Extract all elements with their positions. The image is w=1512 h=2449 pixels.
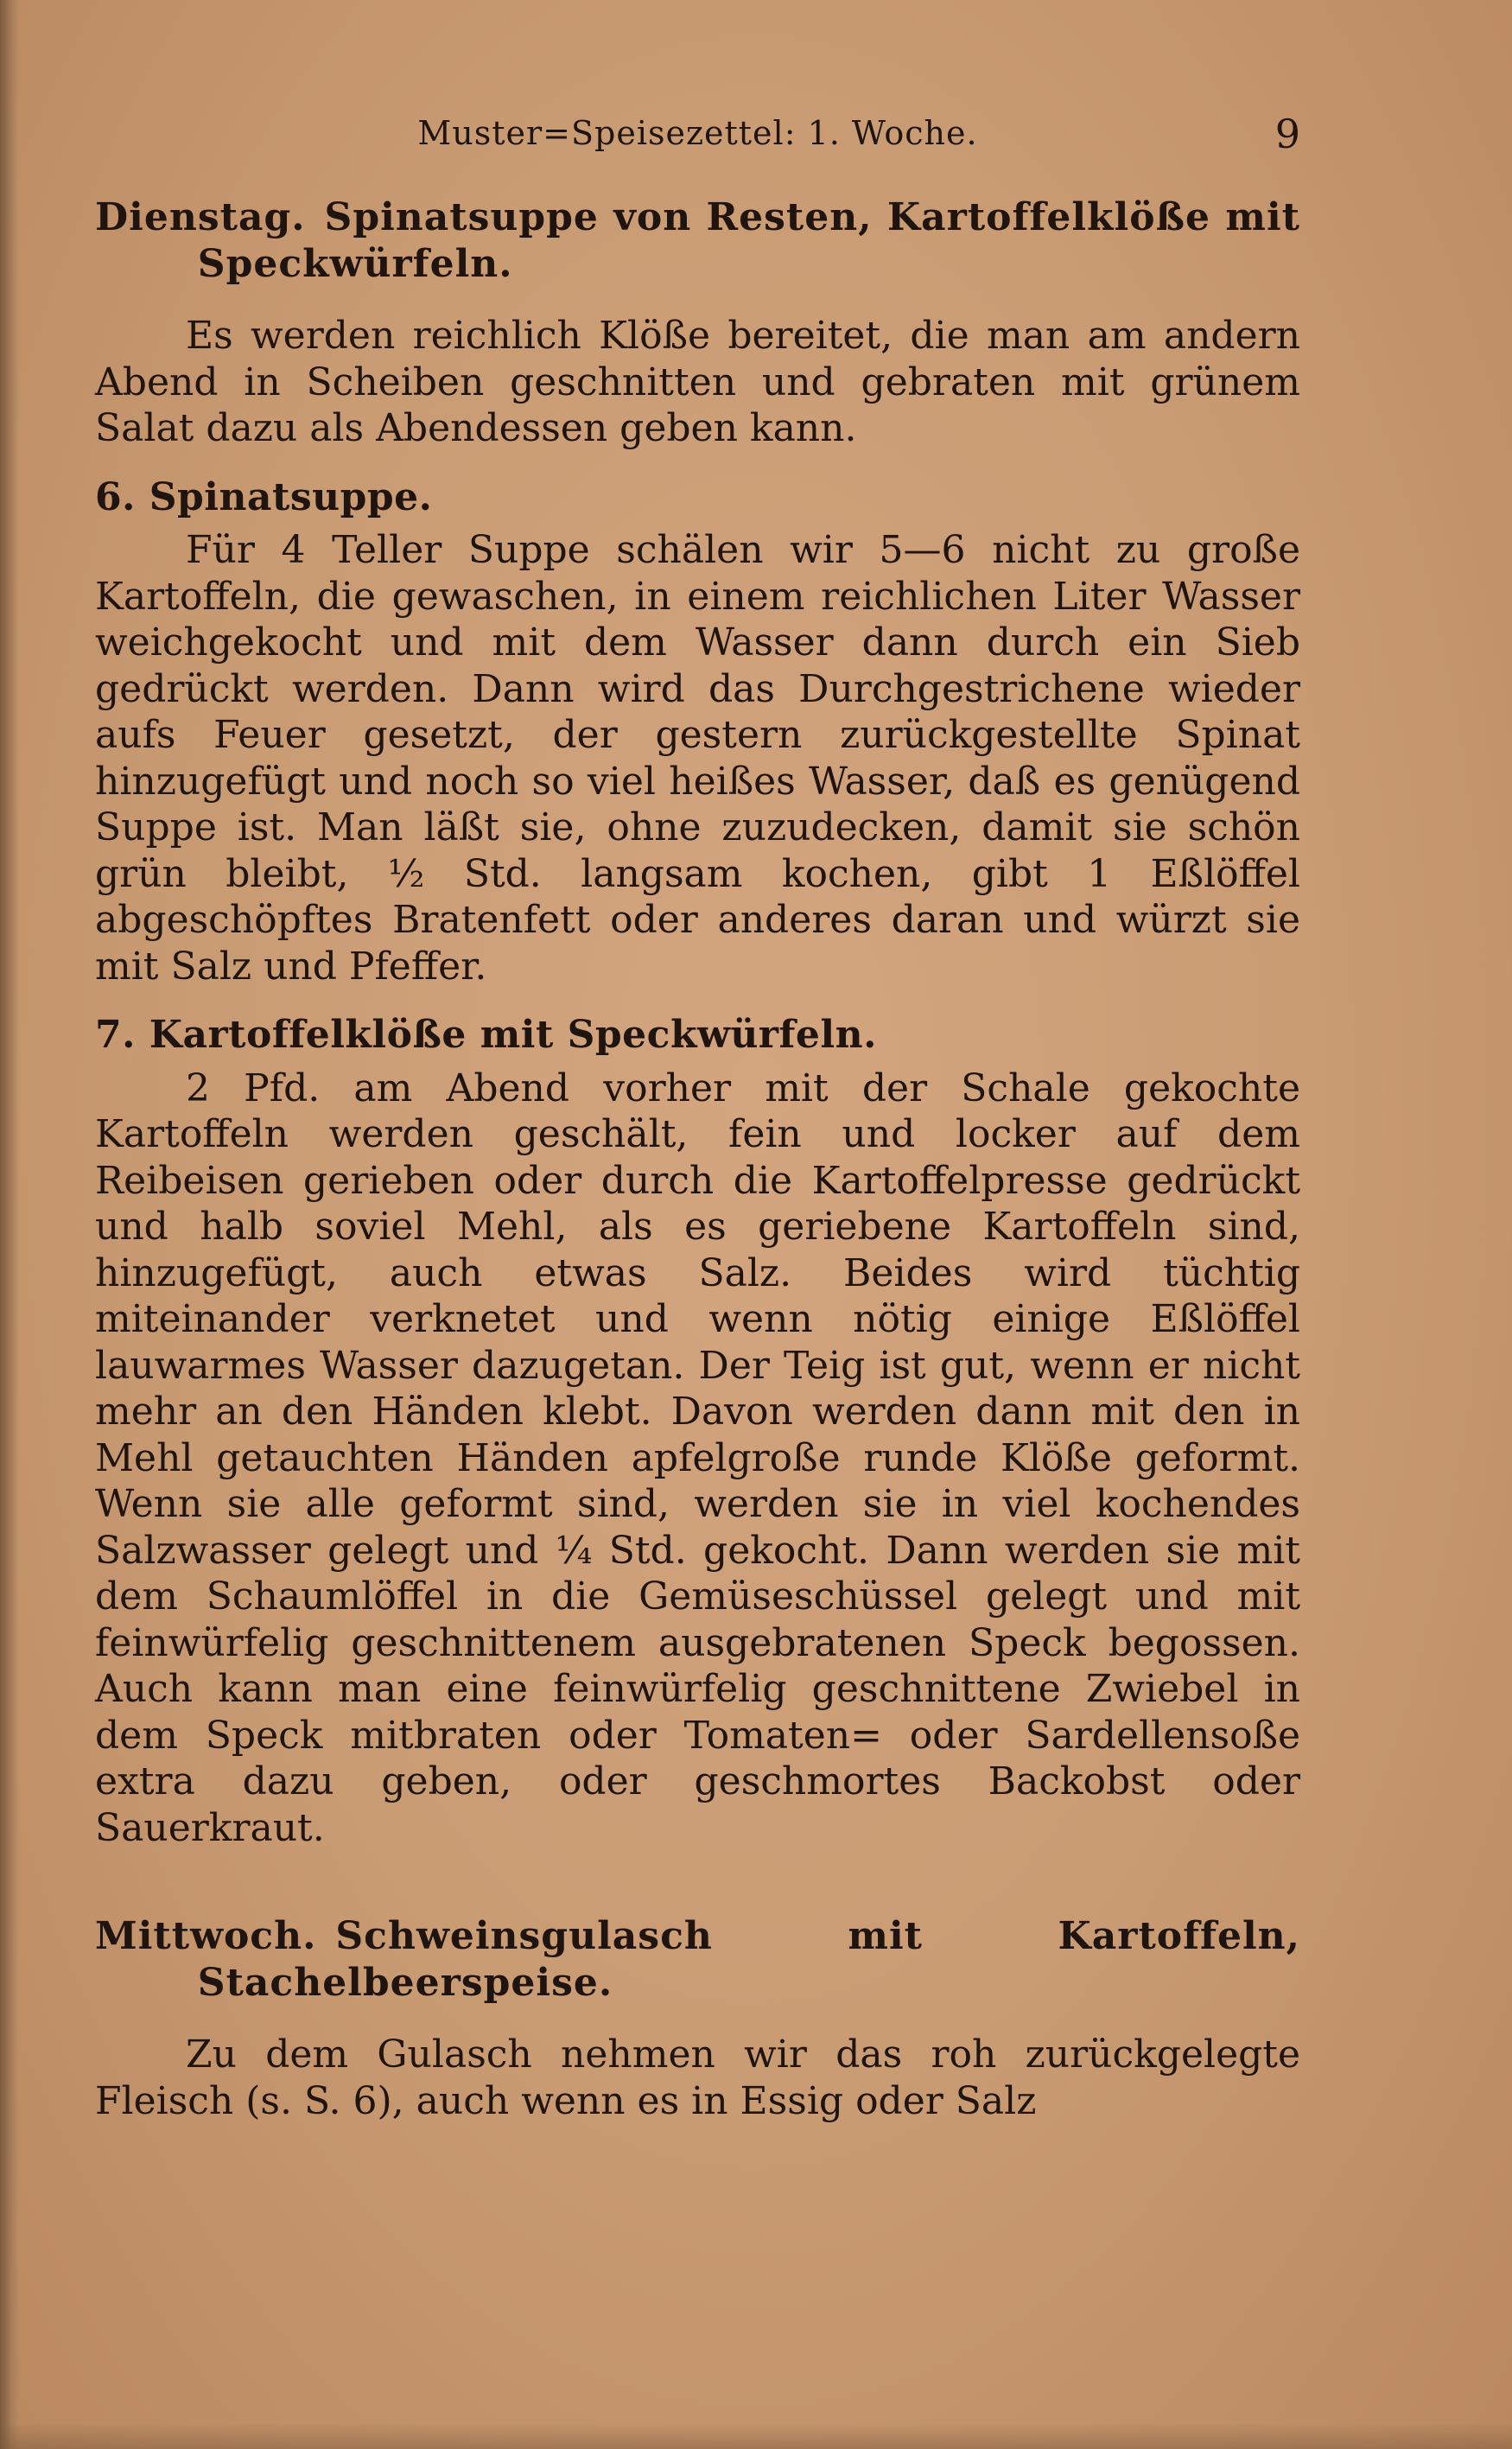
day-name: Dienstag. — [95, 195, 306, 239]
tuesday-note: Es werden reichlich Klöße bereitet, die man am andern Abend in Scheiben geschnitten und gebraten mit grünem Salat dazu als Abendessen geben kann. — [95, 314, 1300, 450]
page-number: 9 — [1274, 111, 1300, 157]
page-header — [95, 111, 1300, 162]
running-head: Muster=Speisezettel: 1. Woche. — [417, 114, 978, 152]
page-bottom-shadow — [0, 2423, 1512, 2449]
wednesday-note: Zu dem Gulasch nehmen wir das roh zurückgelegte Fleisch (s. S. 6), auch wenn es in Essig oder Salz — [95, 2032, 1300, 2123]
recipe-text-kartoffelkloesse: 2 Pfd. am Abend vorher mit der Schale gekochte Kartoffeln werden geschält, fein und locker auf dem Reibeisen gerieben oder durch die Kartoffelpresse gedrückt und halb soviel Mehl, als es geriebene Kartoffeln sind, hinzugefügt, auch etwas Salz. Beides wird tüchtig miteinander verknetet und wenn nötig einige Eßlöffel lauwarmes Wasser dazugetan. Der Teig ist gut, wenn er nicht mehr an den Händen klebt. Davon werden dann mit den in Mehl getauchten Händen apfelgroße runde Klöße geformt. Wenn sie alle geformt sind, werden sie in viel kochendes Salzwasser gelegt und ¼ Std. gekocht. Dann werden sie mit dem Schaumlöffel in die Gemüseschüssel gelegt und mit feinwürfelig geschnittenem ausgebratenen Speck begossen. Auch kann man eine feinwürfelig geschnittene Zwiebel in dem Speck mitbraten oder Tomaten= oder Sardellensoße extra dazu geben, oder geschmortes Backobst oder Sauerkraut. — [95, 1065, 1300, 1850]
recipe-title-kartoffelkloesse: 7. Kartoffelklöße mit Speckwürfeln. — [95, 1013, 877, 1057]
day-heading-wednesday — [95, 1913, 1300, 2006]
day-menu: Spinatsuppe von Resten, Kartoffelklöße mit Speckwürfeln. — [197, 195, 1300, 286]
recipe-title-spinatsuppe: 6. Spinatsuppe. — [95, 474, 433, 519]
day-name: Mittwoch. — [95, 1914, 317, 1958]
day-menu: Schweinsgulasch mit Kartoffeln, Stachelbeerspeise. — [197, 1914, 1300, 2005]
day-heading-tuesday — [95, 194, 1300, 287]
recipe-text-spinatsuppe: Für 4 Teller Suppe schälen wir 5—6 nicht zu große Kartoffeln, die gewaschen, in einem reichlichen Liter Wasser weichgekocht und mit dem Wasser dann durch ein Sieb gedrückt werden. Dann wird das Durchgestrichene wieder aufs Feuer gesetzt, der gestern zurückgestellte Spinat hinzugefügt und noch so viel heißes Wasser, daß es genügend Suppe ist. Man läßt sie, ohne zuzudecken, damit sie schön grün bleibt, ½ Std. langsam kochen, gibt 1 Eßlöffel abgeschöpftes Bratenfett oder anderes daran und würzt sie mit Salz und Pfeffer. — [95, 528, 1300, 989]
page-binding-edge — [0, 0, 19, 2449]
page-content — [95, 194, 1300, 2124]
